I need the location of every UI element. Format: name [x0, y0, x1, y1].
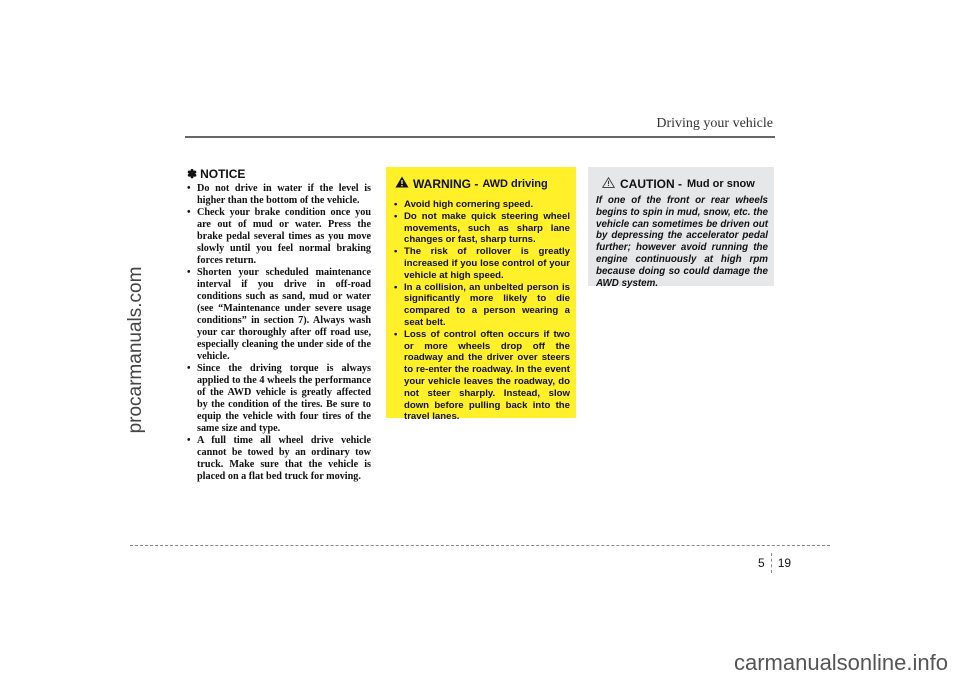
notice-list [187, 183, 371, 483]
warning-subject: AWD driving [482, 178, 548, 190]
caution-triangle-icon [602, 175, 615, 193]
warning-box [386, 167, 576, 423]
warning-item: • Loss of control often occurs if two or more wheels drop off the roadway and the driver over steers to re-enter the roadway. In the event your vehicle leaves the roadway, do not steer sharply. Instead, slow down before pulling back into the travel lanes. [393, 329, 570, 423]
notice-item: • Do not drive in water if the level is higher than the bottom of the vehicle. [187, 183, 371, 207]
notice-item: • Since the driving torque is always applied to the 4 wheels the performance of the AWD vehicle is greatly affected by the condition of the tires. Be sure to equip the vehicle with four tires of the same size and type. [187, 363, 371, 435]
notice-title: NOTICE [200, 167, 246, 181]
warning-triangle-icon [395, 175, 409, 193]
notice-block [187, 167, 371, 483]
side-watermark: procarmanuals.com [125, 266, 146, 434]
caution-text: If one of the front or rear wheels begins to spin in mud, snow, etc. the vehicle can sometimes be driven out by depressing the accelerator pedal further; however avoid running the engine continuously at high rpm because doing so could damage the AWD system. [596, 195, 768, 289]
caution-subject: Mud or snow [687, 178, 755, 190]
section-title: Driving your vehicle [656, 116, 773, 131]
warning-item: • Avoid high cornering speed. [393, 199, 570, 211]
page-number-value: 19 [777, 556, 792, 570]
bottom-watermark: carmanualsonline.info [733, 650, 948, 675]
notice-item: • Shorten your scheduled maintenance interval if you drive in off-road conditions such as sand, mud or water (see “Maintenance under severe usage conditions” in section 7). Always wash your car thoroughly after off road use, especially cleaning the under side of the vehicle. [187, 267, 371, 363]
warning-heading [393, 175, 570, 193]
header-divider [185, 136, 775, 138]
page-separator [771, 553, 772, 573]
caution-box [588, 167, 774, 289]
warning-item: • The risk of rollover is greatly increased if you lose control of your vehicle at high speed. [393, 246, 570, 281]
page-number [758, 553, 791, 573]
warning-label: WARNING - [413, 177, 479, 191]
asterisk-icon: ✽ [187, 167, 198, 181]
caution-label: CAUTION - [620, 177, 682, 191]
chapter-number: 5 [758, 556, 765, 570]
warning-list [393, 199, 570, 423]
footer-divider [130, 545, 830, 546]
caution-heading [596, 175, 768, 193]
notice-item: • Check your brake condition once you are out of mud or water. Press the brake pedal several times as you move slowly until you feel normal braking forces return. [187, 207, 371, 267]
warning-item: • Do not make quick steering wheel movements, such as sharp lane changes or fast, sharp turns. [393, 211, 570, 246]
notice-item: • A full time all wheel drive vehicle cannot be towed by an ordinary tow truck. Make sure that the vehicle is placed on a flat bed truck for moving. [187, 435, 371, 483]
warning-item: • In a collision, an unbelted person is significantly more likely to die compared to a person wearing a seat belt. [393, 282, 570, 329]
notice-heading [187, 167, 371, 181]
